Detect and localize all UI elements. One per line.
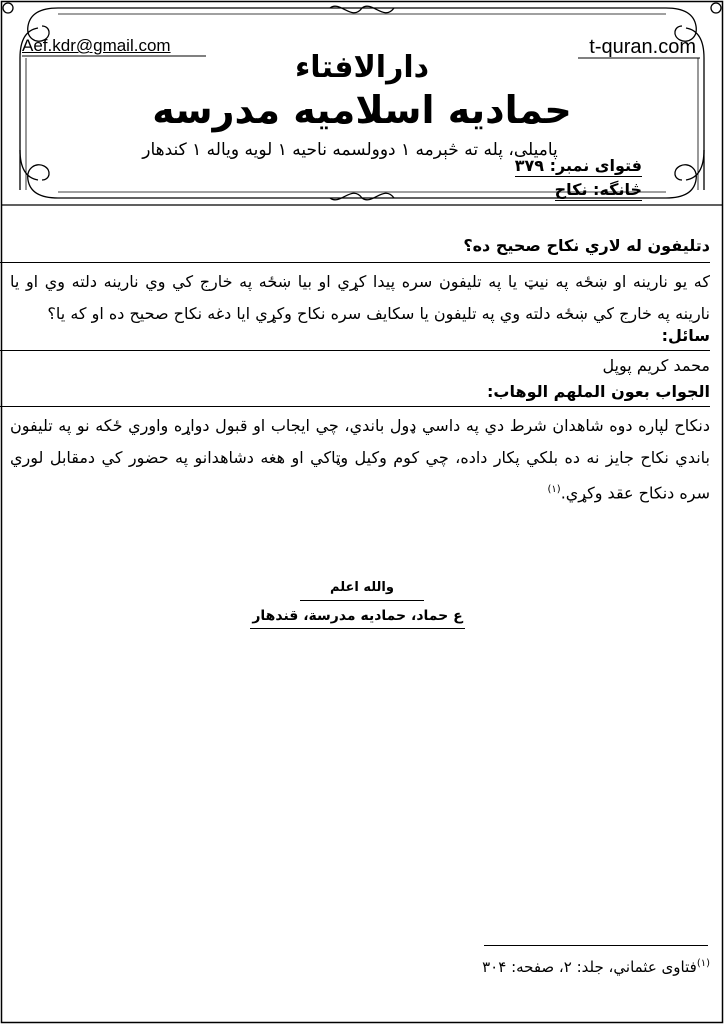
header-website: t-quran.com — [589, 36, 696, 58]
fatwa-number: فتوای نمبر: ۳۷۹ — [514, 156, 642, 175]
institution-name: حمادیه اسلامیه مدرسه — [152, 88, 572, 132]
answer-footnote-marker: (۱) — [547, 484, 561, 495]
question-underline — [0, 262, 710, 263]
footnote — [482, 958, 710, 976]
asker-label: سائل: — [661, 326, 710, 345]
asker-name: محمد کریم پوپل — [602, 356, 710, 375]
institution-title: دارالافتاء — [294, 50, 430, 85]
answer-text: دنکاح لپاره دوه شاهدان شرط دي په داسي ډول باندي، چي ایجاب او قبول دواړه واوري ځکه نو په تلیفون باندي نکاح جایز نه ده بلکي پکار داده، چي کوم وکیل وټاکي او هغه دشاهدانو په حضور کي دمقابل لوري سره دنکاح عقد وکړي. — [10, 416, 710, 503]
footnote-divider — [484, 945, 708, 946]
signature-underline-1 — [300, 600, 424, 601]
header-email: Aef.kdr@gmail.com — [22, 36, 171, 55]
answer-underline — [0, 406, 710, 407]
asker-underline — [0, 350, 710, 351]
question-title: دتلیفون له لاري نکاح صحیح ده؟ — [463, 236, 710, 255]
fatwa-subject: څانگه: نکاح — [554, 180, 642, 199]
footnote-marker: (۱) — [696, 958, 710, 969]
signature-name: ع حماد، حمادیه مدرسة، قندهار — [252, 608, 463, 624]
institution-address: پامیلی، پله ته څېرمه ۱ دوولسمه ناحیه ۱ لویه ویاله ۱ کندهار — [142, 140, 558, 160]
answer-title: الجواب بعون الملهم الوهاب: — [486, 382, 710, 401]
question-body: که یو نارینه او ښځه په نیټ یا په تلیفون سره پیدا کړي او بیا ښځه په خارج کي وي نارینه دلته وي او یا نارینه په خارج کي ښځه دلته وي په تلیفون یا سکایف سره نکاح وکړي ایا دغه نکاح صحیح ده او که یا؟ — [10, 272, 710, 323]
answer-body — [10, 410, 710, 509]
footnote-text: فتاوی عثماني، جلد: ۲، صفحه: ۳۰۴ — [482, 958, 697, 976]
signature-closing: والله اعلم — [330, 580, 394, 595]
signature-underline-2 — [250, 628, 465, 629]
